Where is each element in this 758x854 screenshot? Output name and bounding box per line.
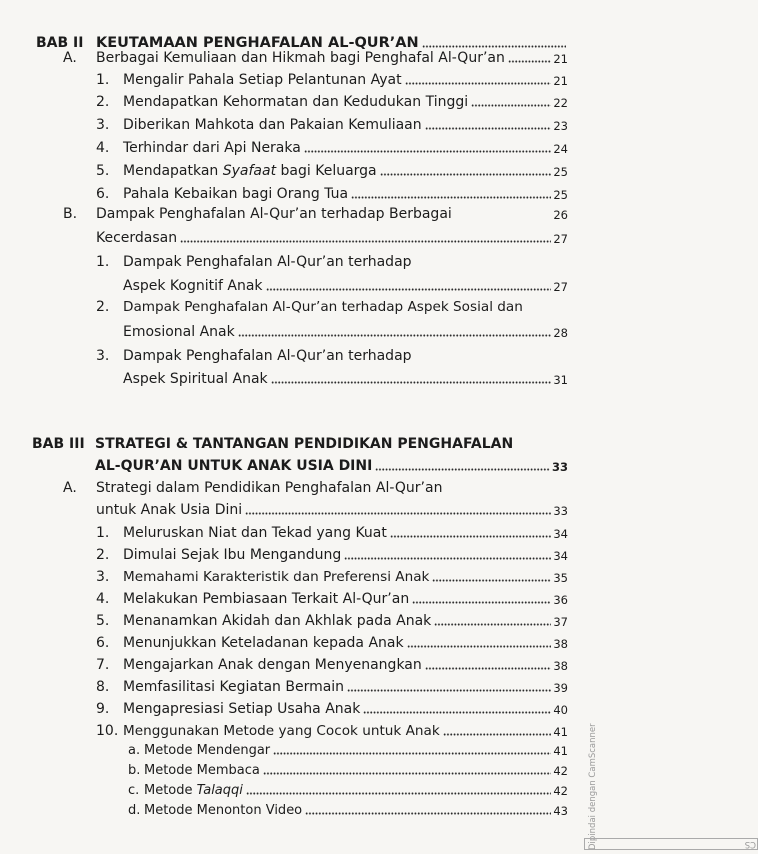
- page-number: 26: [553, 208, 568, 222]
- leader-dots: [434, 614, 551, 626]
- item-label: Melakukan Pembiasaan Terkait Al-Qur’an: [123, 591, 410, 607]
- item-label: Dimulai Sejak Ibu Mengandung: [123, 547, 342, 563]
- item-number: 1.: [96, 254, 110, 270]
- page-number: 25: [553, 165, 568, 179]
- item-number: 3.: [96, 348, 110, 364]
- toc-item[interactable]: [96, 157, 568, 179]
- bab3-title-line1: STRATEGI & TANTANGAN PENDIDIKAN PENGHAFALAN: [95, 436, 514, 452]
- leader-dots: [351, 187, 551, 199]
- item-label: Pahala Kebaikan bagi Orang Tua: [123, 186, 349, 202]
- item-number: 5.: [96, 163, 110, 179]
- toc-item[interactable]: [96, 629, 568, 651]
- leader-dots: [245, 503, 551, 515]
- camscanner-icon: CS: [584, 838, 758, 850]
- item-label: Menggunakan Metode yang Cocok untuk Anak: [123, 723, 440, 739]
- toc-item[interactable]: [96, 180, 568, 202]
- section-label: Dampak Penghafalan Al-Qur’an terhadap Berbagai: [96, 206, 452, 222]
- item-label: Diberikan Mahkota dan Pakaian Kemuliaan: [123, 117, 422, 133]
- toc-subitem[interactable]: [128, 778, 568, 798]
- leader-dots: [425, 118, 552, 130]
- item-number: 8.: [96, 679, 110, 695]
- toc-item[interactable]: [96, 66, 568, 88]
- item-label-cont: Aspek Spiritual Anak: [123, 371, 268, 387]
- item-label-part: Mendapatkan: [123, 163, 223, 179]
- item-label-italic: Syafaat: [222, 163, 277, 179]
- item-number: 1.: [96, 72, 110, 88]
- item-number: 2.: [96, 94, 110, 110]
- leader-dots: [508, 51, 552, 63]
- toc-item-cont[interactable]: [123, 272, 568, 294]
- toc-item[interactable]: [96, 134, 568, 156]
- leader-dots: [347, 680, 551, 692]
- bab2-section-a[interactable]: [63, 44, 568, 66]
- item-number: 4.: [96, 140, 110, 156]
- subitem-label-italic: Talaqqi: [196, 783, 243, 798]
- item-label: Menunjukkan Keteladanan kepada Anak: [123, 635, 404, 651]
- leader-dots: [407, 636, 552, 648]
- toc-item[interactable]: [96, 607, 568, 629]
- item-label: Terhindar dari Api Neraka: [123, 140, 301, 156]
- leader-dots: [263, 763, 552, 775]
- item-label: Mengalir Pahala Setiap Pelantunan Ayat: [123, 72, 402, 88]
- leader-dots: [246, 783, 551, 795]
- subitem-label-part: Metode: [144, 783, 197, 798]
- bab3-heading[interactable]: [32, 430, 568, 452]
- page-number: 31: [553, 373, 568, 387]
- leader-dots: [390, 526, 551, 538]
- subitem-letter: d.: [128, 803, 141, 818]
- bab3-heading-cont[interactable]: [95, 452, 568, 474]
- leader-dots: [471, 95, 551, 107]
- bab2-title: KEUTAMAAN PENGHAFALAN AL-QUR’AN: [96, 35, 419, 51]
- toc-item[interactable]: [96, 248, 568, 270]
- leader-dots: [273, 743, 551, 755]
- toc-item[interactable]: [96, 293, 568, 315]
- page-number: 21: [553, 52, 568, 66]
- page-number: 39: [553, 681, 568, 695]
- toc-subitem[interactable]: [128, 798, 568, 818]
- page-number: 25: [553, 188, 568, 202]
- page-number: 42: [553, 784, 568, 798]
- leader-dots: [238, 325, 552, 337]
- subitem-label: Metode Membaca: [144, 763, 260, 778]
- leader-dots: [443, 724, 552, 736]
- section-letter: A.: [63, 50, 77, 66]
- subitem-letter: b.: [128, 763, 141, 778]
- subitem-letter: c.: [128, 783, 140, 798]
- page-number: 33: [551, 460, 568, 474]
- item-label-cont: Aspek Kognitif Anak: [123, 278, 263, 294]
- scanner-watermark-text-wrap: [588, 680, 756, 850]
- section-letter: A.: [63, 480, 77, 496]
- page-number: 38: [553, 637, 568, 651]
- scanner-watermark: [588, 680, 756, 850]
- toc-item[interactable]: [96, 717, 568, 739]
- leader-dots: [271, 372, 552, 384]
- item-label: Menanamkan Akidah dan Akhlak pada Anak: [123, 613, 432, 629]
- bab3-section-a-cont[interactable]: [96, 496, 568, 518]
- item-label: Mengajarkan Anak dengan Menyenangkan: [123, 657, 422, 673]
- item-number: 2.: [96, 299, 110, 315]
- item-number: 10.: [96, 723, 119, 739]
- page-number: 22: [553, 96, 568, 110]
- page-number: 27: [553, 232, 568, 246]
- toc-item[interactable]: [96, 88, 568, 110]
- page-number: 28: [553, 326, 568, 340]
- leader-dots: [425, 658, 552, 670]
- item-label: Mendapatkan Kehormatan dan Kedudukan Tinggi: [123, 94, 469, 110]
- toc-item-cont[interactable]: [123, 365, 568, 387]
- toc-item[interactable]: [96, 585, 568, 607]
- toc-subitem[interactable]: [128, 738, 568, 758]
- subitem-label: [144, 783, 243, 798]
- item-number: 9.: [96, 701, 110, 717]
- leader-dots: [344, 548, 551, 560]
- page-number: 24: [553, 142, 568, 156]
- leader-dots: [363, 702, 551, 714]
- leader-dots: [432, 570, 551, 582]
- section-label-cont: Kecerdasan: [96, 230, 178, 246]
- item-label: [123, 163, 377, 179]
- item-label-part: bagi Keluarga: [276, 163, 377, 179]
- item-label: Dampak Penghafalan Al-Qur’an terhadap: [123, 254, 412, 270]
- scanner-text: Dipindai dengan CamScanner: [588, 723, 598, 850]
- page-number: 21: [553, 74, 568, 88]
- leader-dots: [405, 73, 552, 85]
- item-label-cont: Emosional Anak: [123, 324, 235, 340]
- section-label: Strategi dalam Pendidikan Penghafalan Al-Qur’an: [96, 480, 443, 496]
- toc-item[interactable]: [96, 111, 568, 133]
- subitem-label: Metode Mendengar: [144, 743, 271, 758]
- item-number: 5.: [96, 613, 110, 629]
- page-number: 36: [553, 593, 568, 607]
- bab2-tag: BAB II: [36, 35, 84, 51]
- section-label: Berbagai Kemuliaan dan Hikmah bagi Penghafal Al-Qur’an: [96, 50, 505, 66]
- toc-item[interactable]: [96, 673, 568, 695]
- leader-dots: [304, 141, 552, 153]
- item-number: 2.: [96, 547, 110, 563]
- item-number: 7.: [96, 657, 110, 673]
- page-number: 27: [553, 280, 568, 294]
- page-number: 40: [553, 703, 568, 717]
- toc-item[interactable]: [96, 695, 568, 717]
- page-number: 41: [553, 725, 568, 739]
- toc-item[interactable]: [96, 651, 568, 673]
- page-number: 34: [553, 549, 568, 563]
- page-number: 38: [553, 659, 568, 673]
- page-number: 34: [553, 527, 568, 541]
- item-number: 3.: [96, 569, 110, 585]
- page-number: 37: [553, 615, 568, 629]
- page-number: 33: [553, 504, 568, 518]
- item-label: Dampak Penghafalan Al-Qur’an terhadap Aspek Sosial dan: [123, 299, 523, 315]
- item-number: 4.: [96, 591, 110, 607]
- leader-dots: [375, 459, 550, 471]
- item-number: 3.: [96, 117, 110, 133]
- subitem-letter: a.: [128, 743, 141, 758]
- bab3-tag: BAB III: [32, 436, 85, 452]
- toc-subitem[interactable]: [128, 758, 568, 778]
- page-number: 43: [553, 804, 568, 818]
- item-label: Mengapresiasi Setiap Usaha Anak: [123, 701, 361, 717]
- item-label: Memfasilitasi Kegiatan Bermain: [123, 679, 345, 695]
- toc-item[interactable]: [96, 519, 568, 541]
- bab3-section-a[interactable]: [63, 474, 568, 496]
- toc-item[interactable]: [96, 342, 568, 364]
- section-letter: B.: [63, 206, 78, 222]
- item-label: Dampak Penghafalan Al-Qur’an terhadap: [123, 348, 412, 364]
- bab2-section-b[interactable]: [63, 200, 568, 222]
- leader-dots: [180, 231, 551, 243]
- item-label: Meluruskan Niat dan Tekad yang Kuat: [123, 525, 387, 541]
- leader-dots: [305, 803, 551, 815]
- item-number: 6.: [96, 635, 110, 651]
- page-number: 23: [553, 119, 568, 133]
- item-label: Memahami Karakteristik dan Preferensi Anak: [123, 569, 430, 585]
- item-number: 1.: [96, 525, 110, 541]
- leader-dots: [266, 279, 552, 291]
- leader-dots: [380, 164, 552, 176]
- page-number: 35: [553, 571, 568, 585]
- leader-dots: [412, 592, 551, 604]
- item-number: 6.: [96, 186, 110, 202]
- section-label-cont: untuk Anak Usia Dini: [96, 502, 243, 518]
- bab3-title-line2: AL-QUR’AN UNTUK ANAK USIA DINI: [95, 458, 373, 474]
- page-number: 42: [553, 764, 568, 778]
- page-number: 41: [553, 744, 568, 758]
- subitem-label: Metode Menonton Video: [144, 803, 303, 818]
- toc-item[interactable]: [96, 541, 568, 563]
- bab2-section-b-cont[interactable]: [96, 224, 568, 246]
- toc-item[interactable]: [96, 563, 568, 585]
- toc-item-cont[interactable]: [123, 318, 568, 340]
